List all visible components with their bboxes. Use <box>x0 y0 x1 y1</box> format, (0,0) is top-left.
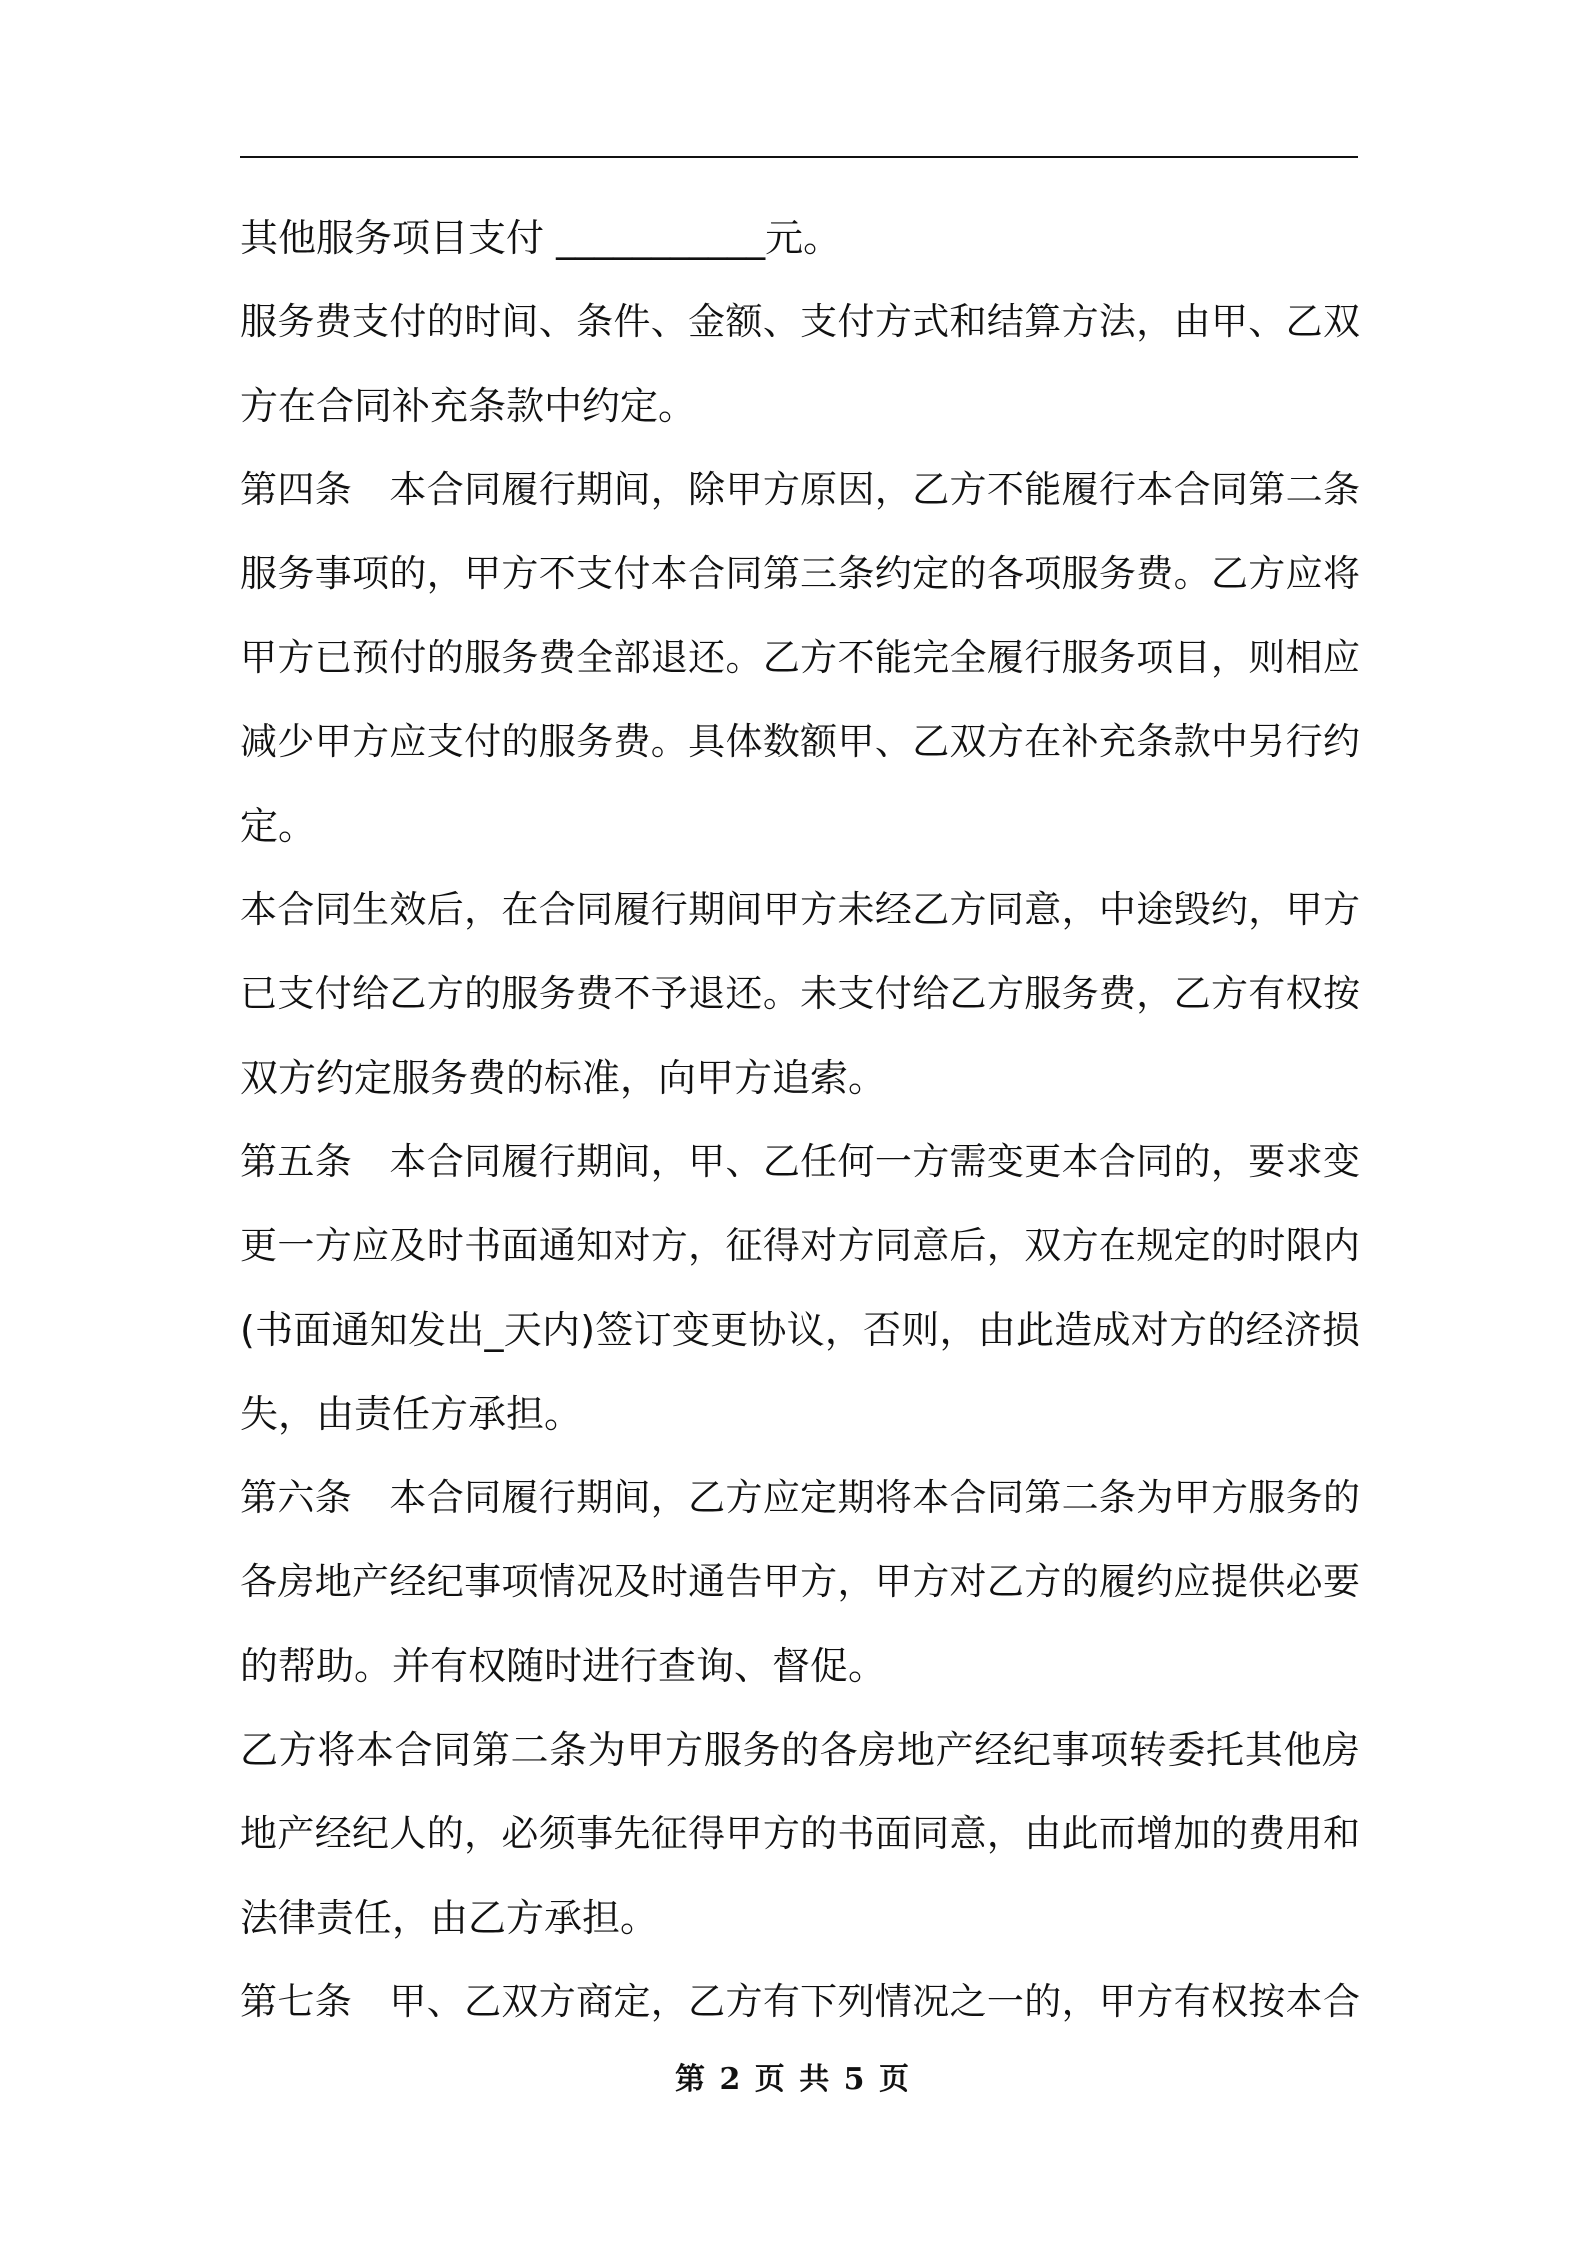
text-line-18: 的帮助。并有权随时进行查询、督促。 <box>240 1644 887 1688</box>
text-line-3: 方在合同补充条款中约定。 <box>240 384 697 428</box>
header-divider <box>240 156 1358 158</box>
page-number-text: 第 2 页 共 5 页 <box>675 2062 911 2097</box>
text-line-5: 服务事项的，甲方不支付本合同第三条约定的各项服务费。乙方应将 <box>240 552 1360 595</box>
text-line-14: (书面通知发出_天内)签订变更协议，否则，由此造成对方的经济损 <box>240 1308 1360 1352</box>
text-line-2: 服务费支付的时间、条件、金额、支付方式和结算方法，由甲、乙双 <box>240 300 1360 343</box>
text-line-16: 第六条 本合同履行期间，乙方应定期将本合同第二条为甲方服务的 <box>240 1476 1360 1519</box>
text-line-9: 本合同生效后，在合同履行期间甲方未经乙方同意，中途毁约，甲方 <box>240 888 1360 931</box>
text-line-19: 乙方将本合同第二条为甲方服务的各房地产经纪事项转委托其他房 <box>240 1728 1360 1772</box>
document-body <box>240 196 1360 2044</box>
text-line-1: 其他服务项目支付 ___________元。 <box>240 216 842 260</box>
text-line-12: 第五条 本合同履行期间，甲、乙任何一方需变更本合同的，要求变 <box>240 1140 1360 1183</box>
text-line-7: 减少甲方应支付的服务费。具体数额甲、乙双方在补充条款中另行约 <box>240 720 1360 763</box>
text-line-6: 甲方已预付的服务费全部退还。乙方不能完全履行服务项目，则相应 <box>240 636 1360 679</box>
text-line-17: 各房地产经纪事项情况及时通告甲方，甲方对乙方的履约应提供必要 <box>240 1560 1360 1603</box>
text-line-10: 已支付给乙方的服务费不予退还。未支付给乙方服务费，乙方有权按 <box>240 972 1360 1015</box>
text-line-15: 失，由责任方承担。 <box>240 1392 583 1436</box>
text-line-4: 第四条 本合同履行期间，除甲方原因，乙方不能履行本合同第二条 <box>240 468 1360 511</box>
text-line-13: 更一方应及时书面通知对方，征得对方同意后，双方在规定的时限内 <box>240 1224 1360 1267</box>
text-line-20: 地产经纪人的，必须事先征得甲方的书面同意，由此而增加的费用和 <box>240 1812 1360 1855</box>
text-line-8: 定。 <box>240 804 317 848</box>
text-line-22: 第七条 甲、乙双方商定，乙方有下列情况之一的，甲方有权按本合 <box>240 1980 1360 2023</box>
text-line-21: 法律责任，由乙方承担。 <box>240 1896 659 1940</box>
text-line-11: 双方约定服务费的标准，向甲方追索。 <box>240 1056 887 1100</box>
page-number-footer <box>0 2054 1586 2098</box>
